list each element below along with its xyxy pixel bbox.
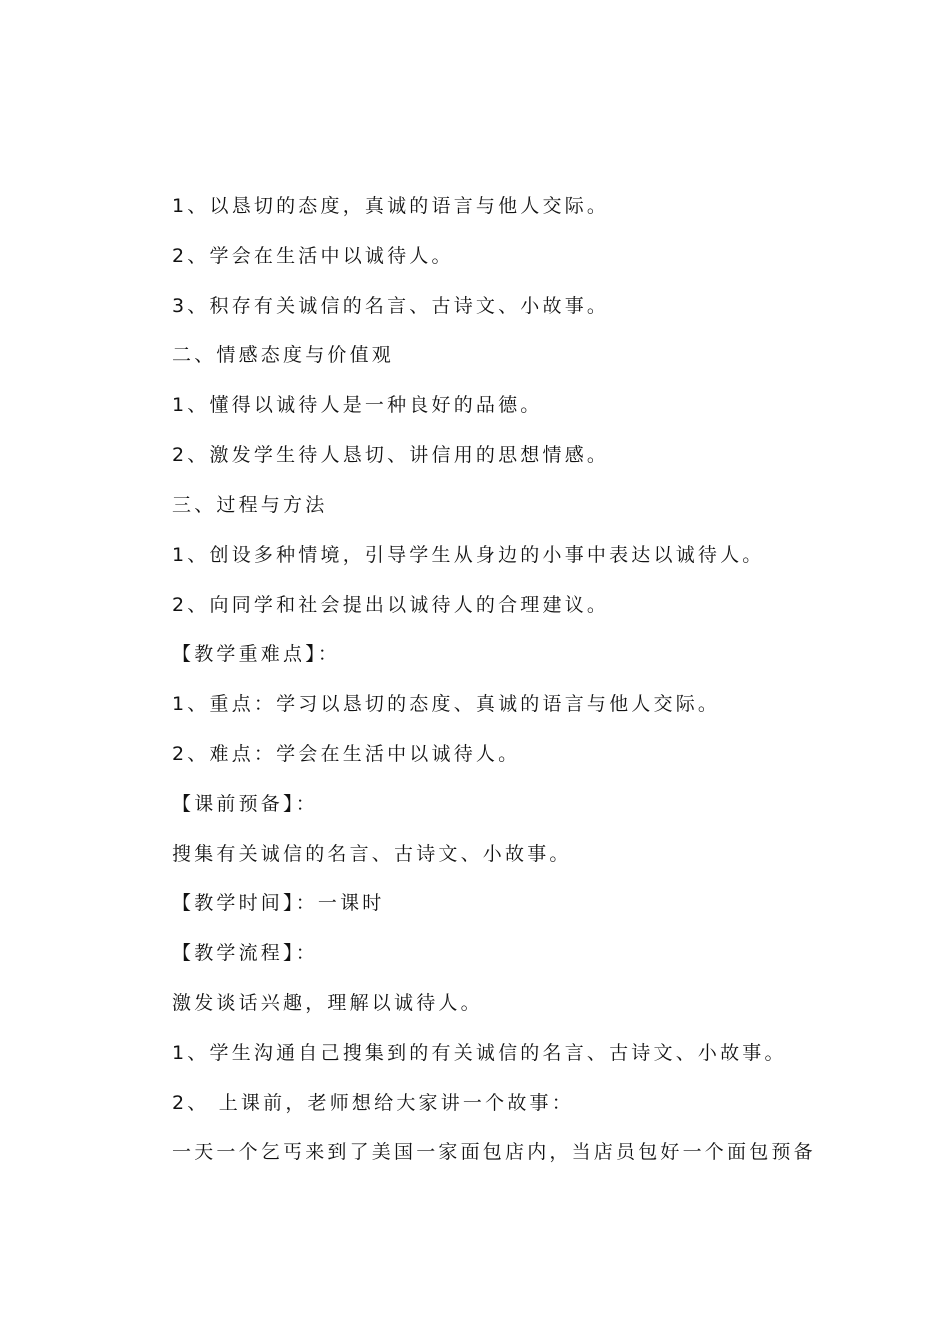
objective-item-1: 1、以恳切的态度，真诚的语言与他人交际。 xyxy=(172,195,610,217)
objective-item-2: 2、学会在生活中以诚待人。 xyxy=(172,245,454,267)
heading-key-difficult-points: 【教学重难点】： xyxy=(172,643,341,665)
preparation-text: 搜集有关诚信的名言、古诗文、小故事。 xyxy=(172,843,572,865)
section-heading-process-method: 三、过程与方法 xyxy=(172,494,328,516)
difficult-point-item: 2、难点：学会在生活中以诚待人。 xyxy=(172,743,521,765)
flow-item-2: 2、 上课前，老师想给大家讲一个故事： xyxy=(172,1092,574,1114)
process-item-2: 2、向同学和社会提出以诚待人的合理建议。 xyxy=(172,594,610,616)
flow-intro-text: 激发谈话兴趣，理解以诚待人。 xyxy=(172,992,483,1014)
emotion-item-2: 2、激发学生待人恳切、讲信用的思想情感。 xyxy=(172,444,610,466)
key-point-item: 1、重点：学习以恳切的态度、真诚的语言与他人交际。 xyxy=(172,693,721,715)
heading-preparation: 【课前预备】： xyxy=(172,793,318,815)
heading-teaching-time: 【教学时间】：一课时 xyxy=(172,892,385,914)
section-heading-emotion-values: 二、情感态度与价值观 xyxy=(172,344,395,366)
emotion-item-1: 1、懂得以诚待人是一种良好的品德。 xyxy=(172,394,543,416)
heading-teaching-flow: 【教学流程】： xyxy=(172,942,318,964)
flow-item-1: 1、学生沟通自己搜集到的有关诚信的名言、古诗文、小故事。 xyxy=(172,1042,787,1064)
objective-item-3: 3、积存有关诚信的名言、古诗文、小故事。 xyxy=(172,295,610,317)
story-paragraph-start: 一天一个乞丐来到了美国一家面包店内，当店员包好一个面包预备 xyxy=(172,1141,816,1163)
process-item-1: 1、创设多种情境，引导学生从身边的小事中表达以诚待人。 xyxy=(172,544,765,566)
